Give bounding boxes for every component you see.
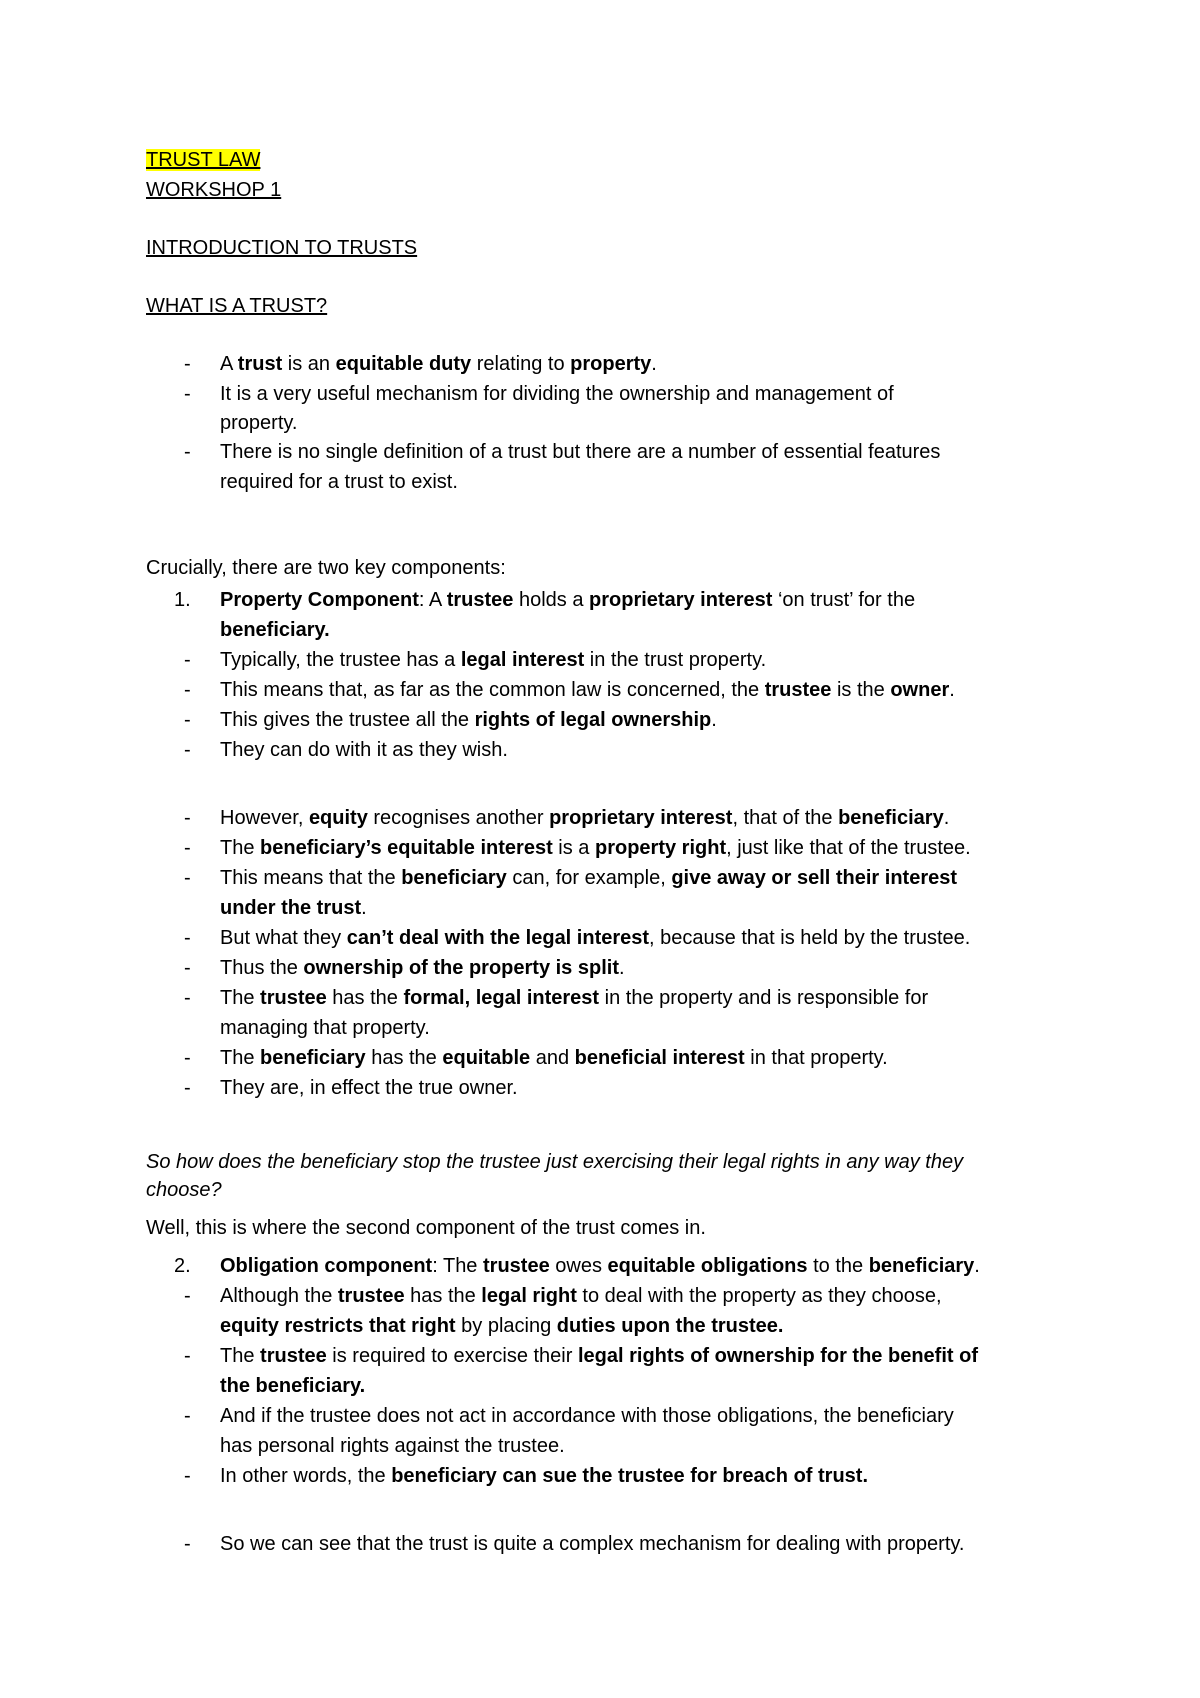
- text-run: has personal rights against the trustee.: [220, 1435, 565, 1457]
- text-run: The: [220, 1345, 261, 1367]
- italic-question: So how does the beneficiary stop the trustee just exercising their legal rights in any way they: [146, 1151, 964, 1173]
- text-run: is a: [552, 837, 595, 859]
- text-run: And if the trustee does not act in accordance with those obligations, the beneficiary: [220, 1405, 954, 1427]
- list-item: [220, 1342, 978, 1370]
- bold-text-run: trustee: [483, 1255, 550, 1277]
- bold-text-run: property: [570, 353, 652, 375]
- italic-question-continued: choose?: [146, 1179, 222, 1201]
- list-dash: -: [184, 353, 191, 375]
- text-run: in the trust property.: [584, 649, 767, 671]
- component-heading-continued: [220, 616, 330, 644]
- bold-text-run: property right: [594, 837, 727, 859]
- bold-text-run: legal rights of ownership for the benefit of: [577, 1345, 978, 1367]
- text-run: required for a trust to exist.: [220, 471, 458, 493]
- text-run: is required to exercise their: [326, 1345, 578, 1367]
- bold-text-run: beneficial interest: [574, 1047, 745, 1069]
- text-run: holds a: [513, 589, 590, 611]
- list-dash: -: [184, 927, 191, 949]
- list-dash: -: [184, 867, 191, 889]
- list-dash: -: [184, 807, 191, 829]
- text-run: Thus the: [220, 957, 304, 979]
- bold-text-run: equitable duty: [335, 353, 472, 375]
- question-heading: WHAT IS A TRUST?: [146, 295, 328, 317]
- list-item: [220, 804, 949, 832]
- text-run: This means that the: [220, 867, 402, 889]
- bold-text-run: beneficiary: [260, 1047, 366, 1069]
- bold-text-run: equitable: [442, 1047, 531, 1069]
- text-run: to the: [807, 1255, 869, 1277]
- text-run: : The: [432, 1255, 483, 1277]
- text-run: , just like that of the trustee.: [726, 837, 971, 859]
- list-dash: -: [184, 739, 191, 761]
- list-dash: -: [184, 383, 191, 405]
- document-subtitle: WORKSHOP 1: [146, 179, 282, 201]
- text-run: However,: [220, 807, 309, 829]
- text-run: has the: [404, 1285, 482, 1307]
- bold-text-run: give away or sell their interest: [671, 867, 958, 889]
- list-item: [220, 924, 970, 952]
- bold-text-run: Obligation component: [220, 1255, 433, 1277]
- text-run: is an: [282, 353, 336, 375]
- bold-text-run: beneficiary: [401, 867, 507, 889]
- text-run: is the: [831, 679, 891, 701]
- text-run: has the: [326, 987, 404, 1009]
- text-run: .: [949, 679, 955, 701]
- text-run: They are, in effect the true owner.: [220, 1077, 518, 1099]
- bold-text-run: equitable obligations: [607, 1255, 808, 1277]
- text-run: : A: [418, 589, 447, 611]
- list-dash: -: [184, 957, 191, 979]
- list-item: [220, 864, 957, 892]
- list-item: [220, 676, 955, 704]
- text-run: recognises another: [367, 807, 550, 829]
- text-run: Although the: [220, 1285, 338, 1307]
- bold-text-run: beneficiary.: [220, 619, 330, 641]
- bold-text-run: proprietary interest: [589, 589, 773, 611]
- text-run: A: [220, 353, 238, 375]
- text-run: Typically, the trustee has a: [220, 649, 461, 671]
- text-run: property.: [220, 412, 298, 434]
- section-heading: INTRODUCTION TO TRUSTS: [146, 237, 418, 259]
- text-run: .: [711, 709, 717, 731]
- bold-text-run: proprietary interest: [549, 807, 733, 829]
- bold-text-run: beneficiary’s equitable interest: [260, 837, 553, 859]
- component-heading: [220, 586, 915, 614]
- bold-text-run: beneficiary: [838, 807, 944, 829]
- text-run: There is no single definition of a trust but there are a number of essential features: [220, 441, 941, 463]
- bold-text-run: equity restricts that right: [220, 1315, 456, 1337]
- bold-text-run: ownership of the property is split: [303, 957, 619, 979]
- text-run: owes: [549, 1255, 608, 1277]
- text-run: .: [974, 1255, 980, 1277]
- list-dash: -: [184, 1533, 191, 1555]
- list-item: [220, 1044, 888, 1072]
- list-dash: -: [184, 837, 191, 859]
- list-item: [220, 954, 625, 982]
- text-run: But what they: [220, 927, 347, 949]
- text-run: managing that property.: [220, 1017, 430, 1039]
- bold-text-run: trustee: [260, 1345, 327, 1367]
- list-item-continued: [220, 1312, 783, 1340]
- list-item: [220, 706, 717, 734]
- bold-text-run: duties upon the trustee.: [556, 1315, 784, 1337]
- text-run: and: [530, 1047, 575, 1069]
- text-run: .: [651, 353, 657, 375]
- bold-text-run: trust: [237, 353, 283, 375]
- text-run: So we can see that the trust is quite a complex mechanism for dealing with property.: [220, 1533, 965, 1555]
- list-item-continued: [220, 409, 297, 437]
- text-run: , that of the: [732, 807, 839, 829]
- text-run: , because that is held by the trustee.: [649, 927, 971, 949]
- list-dash: -: [184, 441, 191, 463]
- list-dash: -: [184, 1405, 191, 1427]
- list-item: [220, 1074, 518, 1102]
- text-run: They can do with it as they wish.: [220, 739, 508, 761]
- text-run: relating to: [471, 353, 571, 375]
- list-item: [220, 834, 971, 862]
- text-run: This gives the trustee all the: [220, 709, 475, 731]
- text-run: has the: [365, 1047, 443, 1069]
- list-dash: -: [184, 1465, 191, 1487]
- text-run: It is a very useful mechanism for dividing the ownership and management of: [220, 383, 894, 405]
- list-dash: -: [184, 709, 191, 731]
- list-item: [220, 380, 894, 408]
- text-run: by placing: [455, 1315, 557, 1337]
- text-run: can, for example,: [506, 867, 672, 889]
- text-run: In other words, the: [220, 1465, 392, 1487]
- bold-text-run: trustee: [764, 679, 832, 701]
- bold-text-run: legal right: [481, 1285, 577, 1307]
- list-dash: -: [184, 1345, 191, 1367]
- list-item-continued: [220, 468, 458, 496]
- list-item: [220, 736, 508, 764]
- list-item: [220, 1282, 942, 1310]
- document-title: [146, 146, 260, 174]
- list-item: [220, 646, 766, 674]
- list-dash: -: [184, 679, 191, 701]
- bold-text-run: owner: [890, 679, 950, 701]
- text-run: .: [618, 957, 625, 979]
- list-item: [220, 1462, 868, 1490]
- bold-text-run: rights of legal ownership: [474, 709, 712, 731]
- list-dash: -: [184, 1047, 191, 1069]
- bold-text-run: beneficiary: [868, 1255, 975, 1277]
- text-run: .: [361, 897, 367, 919]
- bold-text-run: beneficiary can sue the trustee for breach of trust.: [391, 1465, 868, 1487]
- list-number: 1.: [174, 589, 191, 611]
- list-item-continued: [220, 1372, 365, 1400]
- concluding-item: [220, 1530, 964, 1558]
- text-run: The: [220, 1047, 261, 1069]
- text-run: ‘on trust’ for the: [772, 589, 916, 611]
- bold-text-run: legal interest: [460, 649, 585, 671]
- text-run: The: [220, 837, 261, 859]
- bold-text-run: equity: [308, 807, 368, 829]
- component-heading: [220, 1252, 980, 1280]
- text-run: .: [943, 807, 950, 829]
- list-item: [220, 984, 928, 1012]
- text-run: The: [220, 987, 261, 1009]
- list-item-continued: [220, 1432, 565, 1460]
- text-run: to deal with the property as they choose,: [576, 1285, 942, 1307]
- list-item: [220, 1402, 954, 1430]
- text-run: in that property.: [744, 1047, 888, 1069]
- transition-paragraph: Well, this is where the second component of the trust comes in.: [146, 1217, 706, 1239]
- bold-text-run: can’t deal with the legal interest: [346, 927, 650, 949]
- list-dash: -: [184, 649, 191, 671]
- bold-text-run: trustee: [337, 1285, 405, 1307]
- list-number: 2.: [174, 1255, 191, 1277]
- list-item: [220, 438, 940, 466]
- bold-text-run: Property Component: [220, 589, 419, 611]
- bold-text-run: trustee: [260, 987, 327, 1009]
- bold-text-run: trustee: [446, 589, 514, 611]
- bold-text-run: the beneficiary.: [220, 1375, 366, 1397]
- title-text: TRUST LAW: [146, 149, 261, 171]
- list-dash: -: [184, 987, 191, 1009]
- list-item: [220, 350, 657, 378]
- list-dash: -: [184, 1285, 191, 1307]
- list-item-continued: [220, 1014, 430, 1042]
- list-item-continued: [220, 894, 367, 922]
- text-run: in the property and is responsible for: [599, 987, 929, 1009]
- bold-text-run: under the trust: [220, 897, 362, 919]
- text-run: This means that, as far as the common law is concerned, the: [220, 679, 765, 701]
- intro-paragraph: Crucially, there are two key components:: [146, 557, 506, 579]
- list-dash: -: [184, 1077, 191, 1099]
- bold-text-run: formal, legal interest: [403, 987, 600, 1009]
